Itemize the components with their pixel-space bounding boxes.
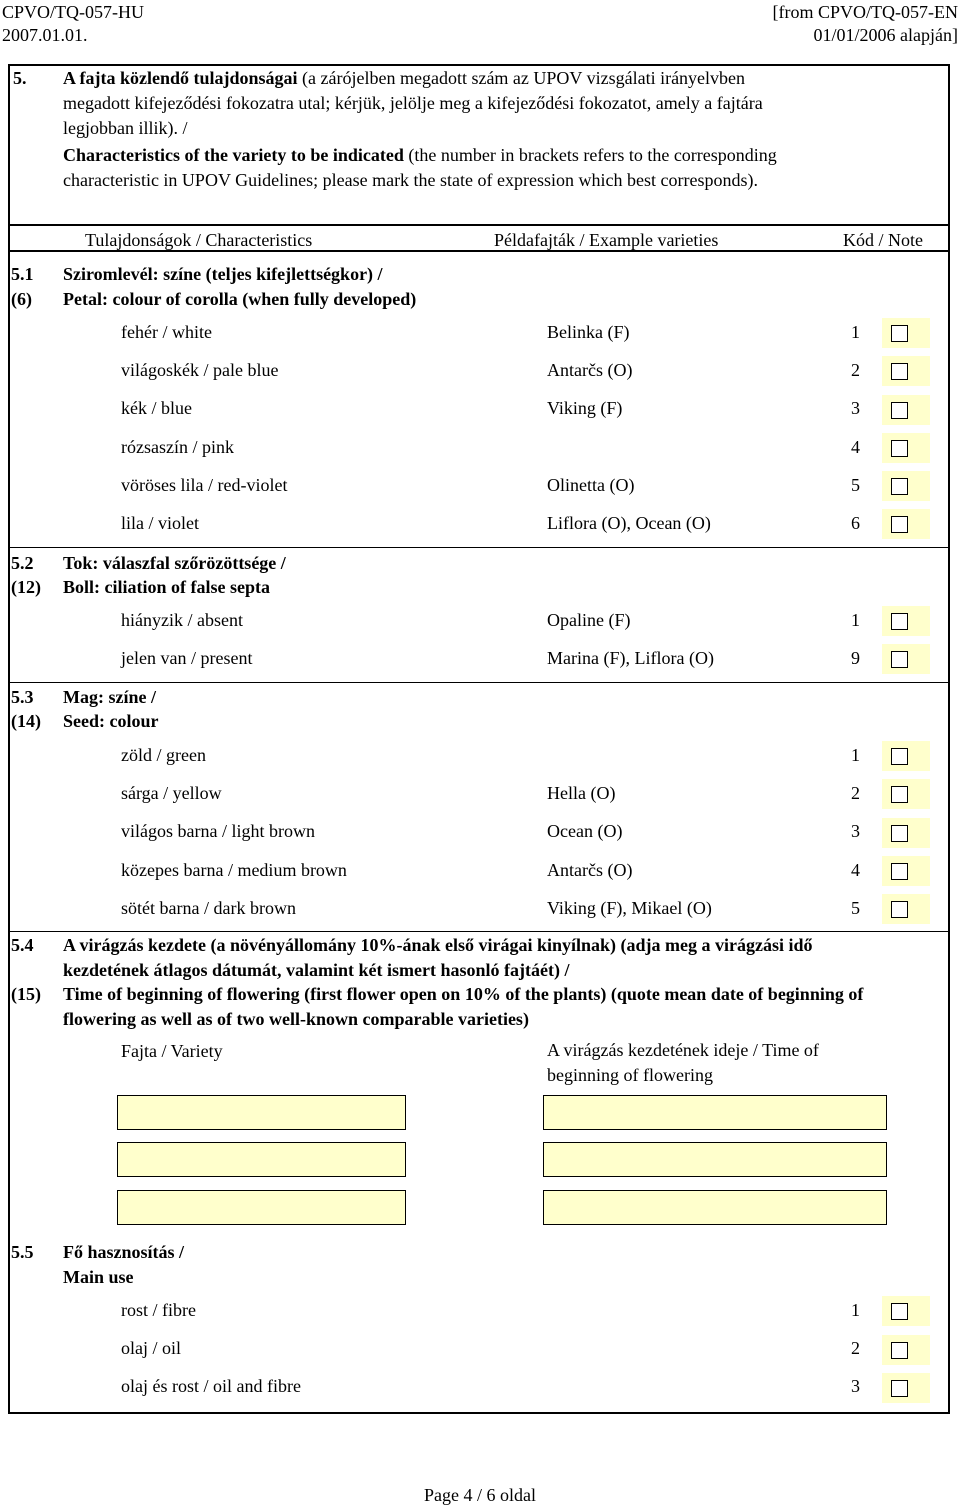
state-note: 4 <box>851 860 860 880</box>
variety-column-label: Fajta / Variety <box>121 1041 223 1061</box>
checkbox-square[interactable] <box>891 786 908 803</box>
state-checkbox[interactable] <box>882 1335 930 1365</box>
intro-hu-rest: (a zárójelben megadott szám az UPOV vizsgálati irányelvben <box>302 68 746 88</box>
state-label: világoskék / pale blue <box>121 360 279 380</box>
variety-input-1[interactable] <box>117 1095 406 1130</box>
state-note: 9 <box>851 648 860 668</box>
state-checkbox[interactable] <box>882 644 930 674</box>
state-checkbox[interactable] <box>882 433 930 463</box>
intro-en-line-1 <box>63 145 777 166</box>
state-checkbox[interactable] <box>882 894 930 924</box>
source-date: 01/01/2006 alapján] <box>813 25 958 45</box>
state-example: Olinetta (O) <box>547 475 635 495</box>
checkbox-square[interactable] <box>891 1380 908 1397</box>
state-label: rost / fibre <box>121 1300 196 1320</box>
state-note: 3 <box>851 821 860 841</box>
state-checkbox[interactable] <box>882 606 930 636</box>
state-label: lila / violet <box>121 513 199 533</box>
flowering-time-input-3[interactable] <box>543 1190 887 1225</box>
state-note: 5 <box>851 475 860 495</box>
intro-hu-line-2: megadott kifejeződési fokozatra utal; kérjük, jelölje meg a kifejeződési fokozatot, amely a fajtára <box>63 93 763 113</box>
column-header-bottom-rule <box>8 250 950 252</box>
char-ref: (12) <box>11 577 41 597</box>
state-checkbox[interactable] <box>882 509 930 539</box>
variety-input-3[interactable] <box>117 1190 406 1225</box>
flowering-number: 5.4 <box>11 935 34 955</box>
state-checkbox[interactable] <box>882 395 930 425</box>
state-checkbox[interactable] <box>882 471 930 501</box>
state-note: 2 <box>851 1338 860 1358</box>
characteristic-divider <box>8 931 950 932</box>
checkbox-square[interactable] <box>891 825 908 842</box>
state-label: rózsaszín / pink <box>121 437 234 457</box>
section-number: 5. <box>13 68 27 88</box>
char-title-hu: Sziromlevél: színe (teljes kifejlettségkor) / <box>63 264 383 284</box>
state-example: Viking (F) <box>547 398 623 418</box>
char-number: 5.1 <box>11 264 34 284</box>
char-ref: (14) <box>11 711 41 731</box>
column-header-top-rule <box>8 224 950 226</box>
intro-en-bold: Characteristics of the variety to be indicated <box>63 145 404 165</box>
state-checkbox[interactable] <box>882 856 930 886</box>
state-label: kék / blue <box>121 398 192 418</box>
checkbox-square[interactable] <box>891 478 908 495</box>
intro-en-line-2: characteristic in UPOV Guidelines; please mark the state of expression which best corresponds). <box>63 170 758 190</box>
column-characteristics: Tulajdonságok / Characteristics <box>85 230 313 250</box>
page-number: Page 4 / 6 oldal <box>424 1485 536 1505</box>
main-use-title-hu: Fő hasznosítás / <box>63 1242 185 1262</box>
flowering-title-hu-2: kezdetének átlagos dátumát, valamint két ismert hasonló fajtáét) / <box>63 960 570 980</box>
char-title-hu: Tok: válaszfal szőrözöttsége / <box>63 553 286 573</box>
flowering-title-en-1: Time of beginning of flowering (first flower open on 10% of the plants) (quote mean date of beginning of <box>63 984 864 1004</box>
intro-hu-line-1 <box>63 68 745 89</box>
state-label: olaj és rost / oil and fibre <box>121 1376 301 1396</box>
state-note: 2 <box>851 360 860 380</box>
state-note: 2 <box>851 783 860 803</box>
checkbox-square[interactable] <box>891 1303 908 1320</box>
checkbox-square[interactable] <box>891 1342 908 1359</box>
state-checkbox[interactable] <box>882 779 930 809</box>
characteristic-divider <box>8 547 950 548</box>
flowering-title-hu-1: A virágzás kezdete (a növényállomány 10%-ának első virágai kinyílnak) (adja meg a virágzási idő <box>63 935 813 955</box>
state-note: 5 <box>851 898 860 918</box>
state-label: világos barna / light brown <box>121 821 315 841</box>
flowering-time-input-2[interactable] <box>543 1142 887 1177</box>
state-label: jelen van / present <box>121 648 253 668</box>
checkbox-square[interactable] <box>891 402 908 419</box>
column-examples: Példafajták / Example varieties <box>494 230 719 250</box>
state-checkbox[interactable] <box>882 1296 930 1326</box>
char-number: 5.3 <box>11 687 34 707</box>
flowering-title-en-2: flowering as well as of two well-known comparable varieties) <box>63 1009 529 1029</box>
state-example: Belinka (F) <box>547 322 630 342</box>
state-label: vöröses lila / red-violet <box>121 475 288 495</box>
state-label: zöld / green <box>121 745 206 765</box>
state-note: 3 <box>851 398 860 418</box>
state-example: Viking (F), Mikael (O) <box>547 898 712 918</box>
char-ref: (6) <box>11 289 32 309</box>
checkbox-square[interactable] <box>891 440 908 457</box>
state-checkbox[interactable] <box>882 741 930 771</box>
checkbox-square[interactable] <box>891 748 908 765</box>
checkbox-square[interactable] <box>891 863 908 880</box>
main-use-number: 5.5 <box>11 1242 34 1262</box>
checkbox-square[interactable] <box>891 516 908 533</box>
state-checkbox[interactable] <box>882 1373 930 1403</box>
checkbox-square[interactable] <box>891 613 908 630</box>
state-checkbox[interactable] <box>882 818 930 848</box>
checkbox-square[interactable] <box>891 651 908 668</box>
flowering-time-input-1[interactable] <box>543 1095 887 1130</box>
checkbox-square[interactable] <box>891 325 908 342</box>
state-example: Liflora (O), Ocean (O) <box>547 513 711 533</box>
state-note: 1 <box>851 1300 860 1320</box>
state-note: 1 <box>851 610 860 630</box>
char-title-en: Petal: colour of corolla (when fully developed) <box>63 289 417 309</box>
state-checkbox[interactable] <box>882 356 930 386</box>
char-number: 5.2 <box>11 553 34 573</box>
char-title-en: Seed: colour <box>63 711 159 731</box>
state-note: 1 <box>851 322 860 342</box>
document-date: 2007.01.01. <box>2 25 88 45</box>
state-example: Marina (F), Liflora (O) <box>547 648 714 668</box>
state-checkbox[interactable] <box>882 318 930 348</box>
main-use-title-en: Main use <box>63 1267 134 1287</box>
state-label: közepes barna / medium brown <box>121 860 347 880</box>
state-example: Antarčs (O) <box>547 860 633 880</box>
checkbox-square[interactable] <box>891 901 908 918</box>
state-note: 6 <box>851 513 860 533</box>
intro-hu-line-3: legjobban illik). / <box>63 118 188 138</box>
state-example: Hella (O) <box>547 783 616 803</box>
state-label: fehér / white <box>121 322 212 342</box>
column-note: Kód / Note <box>843 230 923 250</box>
variety-input-2[interactable] <box>117 1142 406 1177</box>
state-note: 4 <box>851 437 860 457</box>
state-label: hiányzik / absent <box>121 610 243 630</box>
checkbox-square[interactable] <box>891 363 908 380</box>
flowering-time-column-label: A virágzás kezdetének ideje / Time of beginning of flowering <box>547 1040 819 1085</box>
char-title-en: Boll: ciliation of false septa <box>63 577 270 597</box>
flowering-ref: (15) <box>11 984 41 1004</box>
state-example: Ocean (O) <box>547 821 623 841</box>
intro-en-rest: (the number in brackets refers to the corresponding <box>408 145 777 165</box>
state-example: Opaline (F) <box>547 610 631 630</box>
characteristic-divider <box>8 682 950 683</box>
state-note: 1 <box>851 745 860 765</box>
source-code: [from CPVO/TQ-057-EN <box>772 2 958 22</box>
state-label: sárga / yellow <box>121 783 222 803</box>
intro-hu-bold: A fajta közlendő tulajdonságai <box>63 68 298 88</box>
state-example: Antarčs (O) <box>547 360 633 380</box>
state-label: olaj / oil <box>121 1338 181 1358</box>
state-label: sötét barna / dark brown <box>121 898 296 918</box>
state-note: 3 <box>851 1376 860 1396</box>
char-title-hu: Mag: színe / <box>63 687 156 707</box>
document-code: CPVO/TQ-057-HU <box>2 2 144 22</box>
